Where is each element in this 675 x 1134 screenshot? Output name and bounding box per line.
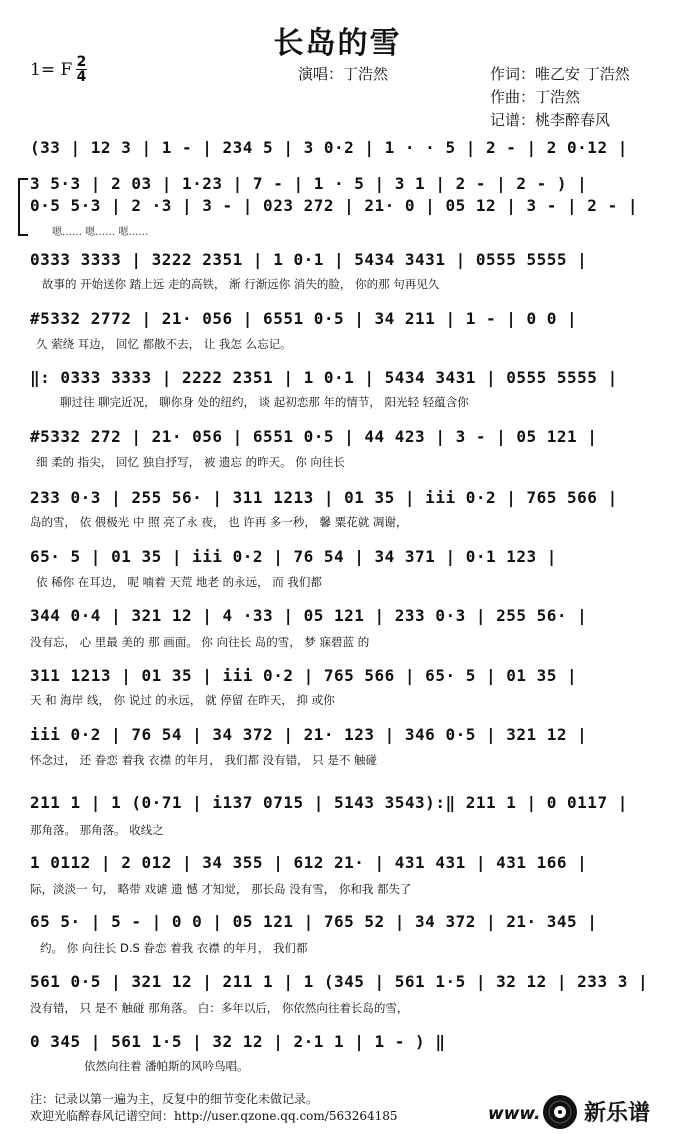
score-line-13: 211 1 | 1 (0·71 | i137 0715 | 5143 3543):‖ 211 1 | 0 0117 | <box>30 793 628 812</box>
score-lyrics-12: 怀念过， 还 眷恋 着我 衣襟 的年月， 我们都 没有错， 只 是不 触碰 <box>30 753 378 767</box>
score-lyrics-3: 嗯…… 嗯…… 嗯…… <box>52 227 149 238</box>
score-line-11: 311 1213 | 01 35 | iii 0·2 | 765 566 | 65· 5 | 01 35 | <box>30 666 578 685</box>
record-logo-icon <box>542 1094 578 1130</box>
score-line-9: 65· 5 | 01 35 | iii 0·2 | 76 54 | 34 371 | 0·1 123 | <box>30 547 557 566</box>
score-lyrics-5: 久 萦绕 耳边， 回忆 都散不去， 让 我怎 么忘记。 <box>36 337 292 351</box>
score-lyrics-8: 岛的雪， 依 偎极光 中 照 亮了永 夜， 也 许再 多一秒， 馨 粟花就 凋谢， <box>30 515 408 529</box>
score-line-15: 65 5· | 5 - | 0 0 | 05 121 | 765 52 | 34 372 | 21· 345 | <box>30 912 598 931</box>
time-signature <box>76 55 87 84</box>
brand-name: 新乐谱 <box>584 1101 651 1126</box>
score-line-4: 0333 3333 | 3222 2351 | 1 0·1 | 5434 3431 | 0555 5555 | <box>30 250 588 269</box>
score-lyrics-11: 天 和 海岸 线， 你 说过 的永远， 就 停留 在昨天， 抑 或你 <box>30 693 335 707</box>
score-lyrics-6: 聊过往 聊完近况， 聊你身 处的纽约， 谈 起初恋那 年的情节， 阳光轻 轻蕴含你 <box>60 395 469 409</box>
system-brace <box>18 178 28 236</box>
score-lyrics-14: 际，淡淡一 句， 略带 戏谑 遗 憾 才知觉， 那长岛 没有雪， 你和我 都失了 <box>30 882 412 896</box>
score-line-6: ‖: 0333 3333 | 2222 2351 | 1 0·1 | 5434 3431 | 0555 5555 | <box>30 368 618 387</box>
lyricist-credit: 作词：唯乙安 丁浩然 <box>490 65 630 83</box>
footer-welcome: 欢迎光临醉春风记谱空间：http://user.qzone.qq.com/563264185 <box>30 1109 398 1123</box>
score-line-14: 1 0112 | 2 012 | 34 355 | 612 21· | 431 431 | 431 166 | <box>30 853 588 872</box>
watermark-prefix: www. <box>488 1104 541 1124</box>
score-lyrics-7: 细 柔的 指尖， 回忆 独自抒写， 被 遗忘 的昨天。 你 向往长 <box>36 455 345 469</box>
transcriber-credit: 记谱：桃李醉春风 <box>490 111 611 129</box>
score-line-8: 233 0·3 | 255 56· | 311 1213 | 01 35 | iii 0·2 | 765 566 | <box>30 488 618 507</box>
score-line-17: 0 345 | 561 1·5 | 32 12 | 2·1 1 | 1 - ) ‖ <box>30 1032 446 1051</box>
score-lyrics-9: 依 稀你 在耳边， 呢 喃着 天荒 地老 的永远， 而 我们都 <box>36 575 322 589</box>
page-title: 长岛的雪 <box>273 26 402 61</box>
score-line-3: 0·5 5·3 | 2 ·3 | 3 - | 023 272 | 21· 0 | 05 12 | 3 - | 2 - | <box>30 196 638 215</box>
time-signature-top: 2 <box>76 54 87 70</box>
score-line-16: 561 0·5 | 321 12 | 211 1 | 1 (345 | 561 1·5 | 32 12 | 233 3 | <box>30 972 649 991</box>
score-line-10: 344 0·4 | 321 12 | 4 ·33 | 05 121 | 233 0·3 | 255 56· | <box>30 606 588 625</box>
score-lyrics-4: 故事的 开始送你 踏上远 走的高铁， 渐 行渐远你 消失的脸， 你的那 句再见久 <box>42 277 440 291</box>
score-line-2: 3 5·3 | 2 03 | 1·23 | 7 - | 1 · 5 | 3 1 | 2 - | 2 - ) | <box>30 174 588 193</box>
footer-note: 注：记录以第一遍为主，反复中的细节变化未做记录。 <box>30 1092 319 1106</box>
score-lyrics-13: 那角落。 那角落。 收线之 <box>30 823 164 837</box>
score-line-5: #5332 2772 | 21· 056 | 6551 0·5 | 34 211 | 1 - | 0 0 | <box>30 309 578 328</box>
score-line-1: (33 | 12 3 | 1 - | 234 5 | 3 0·2 | 1 · · 5 | 2 - | 2 0·12 | <box>30 138 628 157</box>
score-lyrics-10: 没有忘， 心 里最 美的 那 画面。 你 向往长 岛的雪， 梦 寐碧蓝 的 <box>30 635 370 649</box>
composer-credit: 作曲：丁浩然 <box>490 88 581 106</box>
singer-credit: 演唱：丁浩然 <box>298 65 389 83</box>
time-signature-bottom: 4 <box>76 69 87 85</box>
key-signature: 1= F <box>30 60 73 80</box>
score-lyrics-16: 没有错， 只 是不 触碰 那角落。 白：多年以后， 你依然向往着长岛的雪， <box>30 1001 409 1015</box>
score-lyrics-15: 约。 你 向往长 D.S 眷恋 着我 衣襟 的年月， 我们都 <box>40 941 308 955</box>
score-lyrics-17: 依然向往着 潘帕斯的风吟鸟唱。 <box>84 1059 249 1073</box>
score-line-7: #5332 272 | 21· 056 | 6551 0·5 | 44 423 | 3 - | 05 121 | <box>30 427 598 446</box>
score-line-12: iii 0·2 | 76 54 | 34 372 | 21· 123 | 346 0·5 | 321 12 | <box>30 725 588 744</box>
